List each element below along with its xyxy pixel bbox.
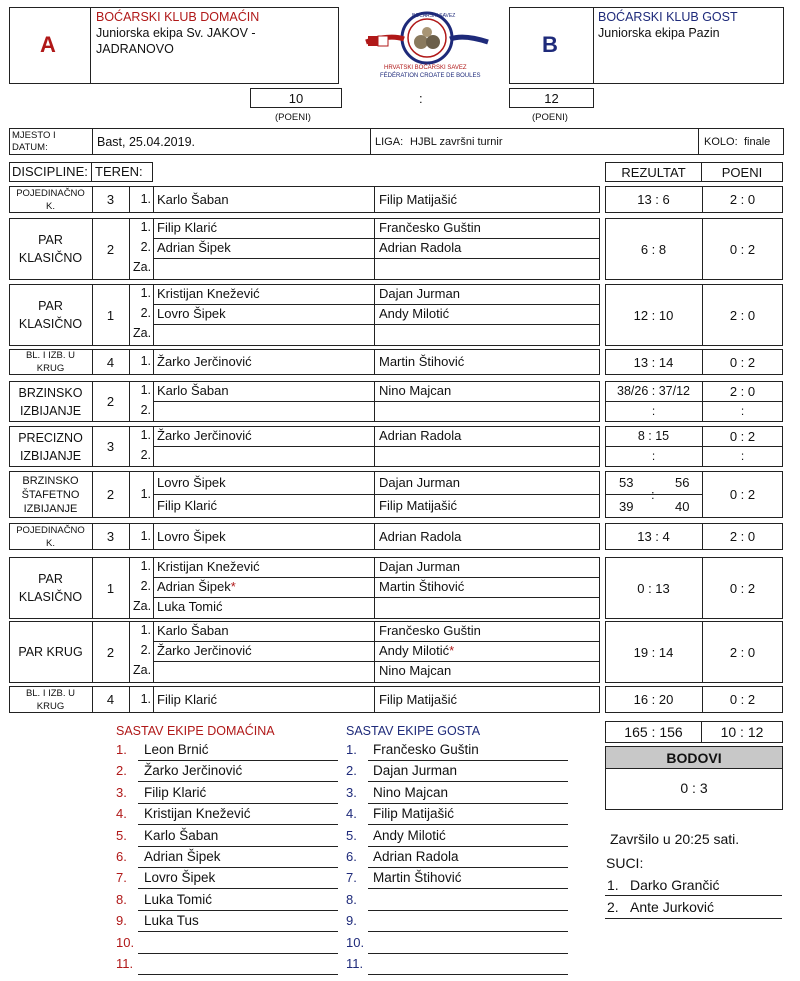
discipline-label-line: IZBIJANJE [19,403,82,418]
away-roster-num: 3. [346,784,357,800]
home-roster-num: 10. [116,934,135,950]
discipline-label [9,218,92,280]
discipline-label-line: K. [46,537,55,549]
away-player [379,240,461,255]
position-number: Za. [133,599,152,613]
home-player-name: Adrian Šipek [157,579,231,594]
home-score-label: (POENI) [275,112,311,123]
away-player-name: Filip Matijašić [379,691,458,707]
judge-1-num: 1. [607,877,619,893]
away-player-name: Nino Majcan [379,383,452,398]
home-player [157,428,252,443]
relay-home-2: 39 [619,499,634,514]
home-player-name: Žarko Jerčinović [157,428,252,443]
discipline-label-line: BRZINSKO [22,474,79,487]
position-number: 2. [140,643,151,657]
away-score-label: (POENI) [532,112,568,123]
rezultat-value: 0 : 13 [637,580,670,596]
home-letter: A [40,32,56,57]
relay-home-1: 53 [619,475,634,490]
away-roster-num: 5. [346,827,357,843]
discipline-label-line: IZBIJANJE [23,502,78,515]
position-number: 2. [140,306,151,320]
position-number: Za. [133,663,152,677]
away-player-name: Andy Milotić [379,643,450,658]
away-player-name: Martin Štihović [379,579,465,594]
home-roster-num: 9. [116,913,127,929]
teren-value: 1 [106,307,115,323]
position-number: 1. [140,383,151,397]
away-roster-num: 7. [346,870,357,886]
discipline-label-line: PAR [38,299,63,313]
bodovi-value: 0 : 3 [680,780,708,796]
home-player [157,692,217,707]
home-roster-player: Filip Klarić [144,784,207,800]
rezultat-value: 13 : 6 [637,192,670,207]
discipline-label-line: BL. I IZB. U [25,350,76,361]
away-player [379,383,451,398]
away-player-name: Andy Milotić [379,306,450,321]
poeni-value: 0 : 2 [729,241,756,257]
home-player-name: Karlo Šaban [157,383,229,398]
substitution-mark: * [230,579,236,594]
away-roster-num: 11. [346,956,364,971]
away-player [379,306,449,321]
discipline-label [9,426,92,467]
away-roster-num: 6. [346,849,357,864]
home-player [157,623,229,638]
poeni-value-2: : [740,404,745,418]
home-roster-num: 5. [116,827,127,843]
away-roster-player: Dajan Jurman [373,763,458,779]
position-number: 1. [140,354,151,368]
away-roster-num: 8. [346,891,357,907]
place-label-1: MJESTO I [12,130,56,141]
home-roster-num: 11. [116,956,134,971]
discipline-label [9,523,92,550]
home-player-name: Filip Klarić [157,220,217,235]
teren-value: 2 [106,394,115,409]
logo-text-2: FÉDÉRATION CROATE DE BOULES [380,73,481,79]
discipline-label-line: PAR [38,233,63,247]
poeni-value: 0 : 2 [729,692,756,707]
away-player-name: Filip Matijašić [379,497,458,513]
away-player [379,286,460,301]
position-number: 1. [140,428,151,442]
home-player [157,475,226,490]
discipline-label [9,686,92,713]
teren-value: 3 [106,529,115,544]
poeni-value: 2 : 0 [729,307,756,323]
total-poeni: 10 : 12 [701,721,783,743]
teren-value: 4 [106,692,115,707]
home-team-name-2: JADRANOVO [96,42,174,56]
judge-2-num: 2. [607,899,619,915]
discipline-label [9,349,92,375]
home-team-name-1: Juniorska ekipa Sv. JAKOV - [96,26,256,40]
poeni-value: 0 : 2 [729,580,756,596]
away-roster-num: 2. [346,763,357,779]
away-player-name: Frančesko Guštin [379,623,481,638]
away-roster-num: 9. [346,913,357,929]
home-roster-num: 4. [116,806,127,822]
home-player [157,529,226,544]
away-roster-num: 4. [346,806,357,822]
rezultat-value: 6 : 8 [640,241,667,257]
home-roster-player: Kristijan Knežević [144,806,251,822]
discipline-label [9,471,92,518]
home-roster-player: Luka Tus [144,913,199,929]
away-player [379,643,454,658]
home-player [157,240,231,255]
away-score: 12 [509,88,594,108]
position-number: 2. [140,579,151,593]
away-player-name: Dajan Jurman [379,559,460,574]
away-player-name: Adrian Radola [379,528,462,544]
home-roster-player: Luka Tomić [144,891,213,907]
discipline-label-line: PAR [38,572,63,586]
judge-2-name: Ante Jurković [630,899,715,915]
away-roster-player: Frančesko Guštin [373,742,479,757]
away-player-name: Filip Matijašić [379,191,458,207]
away-roster-num: 1. [346,742,357,757]
ended-time: Završilo u 20:25 sati. [610,831,740,847]
rezultat-value: 38/26 : 37/12 [617,384,690,398]
kolo-value: finale [744,136,771,148]
teren-value: 2 [106,241,115,257]
home-roster-player: Žarko Jerčinović [144,763,243,779]
poeni-value: 2 : 0 [729,383,756,399]
away-player [379,192,457,207]
home-player [157,192,229,207]
away-player [379,663,451,678]
away-team-name: Juniorska ekipa Pazin [598,26,720,40]
away-roster-title: SASTAV EKIPE GOSTA [346,724,481,738]
position-number: 2. [140,403,151,417]
home-score: 10 [250,88,342,108]
home-player-name: Kristijan Knežević [157,559,260,574]
discipline-label [9,284,92,346]
substitution-mark: * [449,643,455,658]
away-player [379,579,464,594]
score-separator: : [419,91,423,106]
away-player-name: Nino Majcan [379,663,452,678]
judges-label: SUCI: [606,855,644,871]
rezultat-value: 13 : 14 [633,354,674,370]
away-roster-player: Nino Majcan [373,784,449,800]
relay-away-1: 56 [675,475,690,490]
discipline-label-line: IZBIJANJE [19,448,82,463]
teren-value: 3 [106,192,115,207]
home-player [157,498,217,513]
home-player [157,383,229,398]
home-player [157,643,252,658]
away-player [379,623,481,638]
home-player-name: Adrian Šipek [157,240,231,255]
away-roster-player: Adrian Radola [373,849,459,864]
rezultat-value: 8 : 15 [637,429,670,443]
kolo-label: KOLO: [704,136,738,148]
away-player [379,220,481,235]
away-player-name: Dajan Jurman [379,286,460,301]
rezultat-value-2: : [651,404,656,418]
discipline-label-line: POJEDINAČNO [16,187,85,199]
away-letter: B [542,32,558,57]
home-player-name: Karlo Šaban [157,623,229,638]
relay-sep: : [651,487,655,502]
teren-value: 3 [106,439,115,454]
away-player-name: Dajan Jurman [379,474,460,490]
place-label-2: DATUM: [12,142,48,153]
disc-header-label: DISCIPLINE: [12,164,88,179]
home-player [157,579,236,594]
poeni-value: 2 : 0 [729,644,756,660]
rezultat-value: 12 : 10 [633,307,674,323]
discipline-label-line: K. [46,200,55,212]
position-number: 1. [140,286,151,300]
federation-logo [360,8,495,86]
home-roster-num: 2. [116,763,127,779]
poeni-value: 0 : 2 [729,428,756,444]
home-roster-player: Leon Brnić [144,742,209,757]
logo-text-1: HRVATSKI BOĆARSKI SAVEZ [384,65,467,71]
away-player [379,692,457,707]
home-roster-player: Adrian Šipek [144,849,221,864]
home-player-name: Lovro Šipek [157,306,226,321]
home-roster-num: 7. [116,870,127,886]
home-roster-num: 3. [116,784,127,800]
position-number: 1. [140,486,151,501]
position-number: 1. [140,191,151,206]
position-number: Za. [133,326,152,340]
liga-value: HJBL završni turnir [410,136,503,148]
home-player-name: Karlo Šaban [157,191,229,207]
away-player-name: Adrian Radola [379,428,462,443]
home-player-name: Žarko Jerčinović [157,643,252,658]
position-number: 1. [140,220,151,234]
teren-value: 4 [106,354,115,370]
poeni-value: 0 : 2 [729,354,756,370]
discipline-label [9,621,92,683]
away-player-name: Frančesko Guštin [379,220,481,235]
rezultat-value: 19 : 14 [633,644,674,660]
discipline-label [9,381,92,422]
home-player [157,220,217,235]
teren-value: 1 [106,580,115,596]
home-player-name: Kristijan Knežević [157,286,260,301]
judge-1-name: Darko Grančić [630,877,720,893]
rezultat-value-2: : [651,449,656,463]
relay-away-2: 40 [675,499,690,514]
teren-value: 2 [106,487,115,502]
away-player [379,428,461,443]
home-player [157,306,226,321]
rezultat-value: 13 : 4 [637,529,670,544]
home-club-name: BOĆARSKI KLUB DOMAĆIN [96,10,260,24]
home-player-name: Žarko Jerčinović [157,354,252,369]
away-player [379,529,461,544]
home-player-name: Lovro Šipek [157,528,226,544]
poeni-value: 0 : 2 [729,487,756,502]
discipline-label [9,186,92,213]
discipline-label-line: KLASIČNO [18,590,83,604]
position-number: 1. [140,559,151,573]
poeni-header: POENI [701,162,783,182]
bodovi-label: BODOVI [606,747,782,769]
discipline-label-line: KRUG [36,700,65,712]
discipline-label-line: BL. I IZB. U [25,687,76,699]
poeni-value: 2 : 0 [729,529,756,544]
home-player [157,286,260,301]
discipline-label-line: PRECIZNO [18,430,83,445]
home-roster-num: 6. [116,849,127,864]
logo-top-text: BOĆARSKI SAVEZ [412,13,456,19]
poeni-value-2: : [740,449,745,463]
home-roster-title: SASTAV EKIPE DOMAĆINA [116,724,275,738]
rezultat-header: REZULTAT [605,162,702,182]
away-roster-player: Martin Štihović [373,870,462,886]
home-player-name: Filip Klarić [157,497,217,513]
away-roster-num: 10. [346,934,365,950]
teren-header-label: TEREN: [95,164,143,179]
away-club-name: BOĆARSKI KLUB GOST [598,10,738,24]
away-player [379,498,457,513]
away-roster-player: Filip Matijašić [373,806,455,822]
discipline-label-line: ŠTAFETNO [21,488,80,501]
rezultat-value: 16 : 20 [633,692,674,707]
poeni-value: 2 : 0 [729,192,756,207]
position-number: 1. [140,623,151,637]
discipline-label-line: KLASIČNO [18,317,83,331]
discipline-label-line: KLASIČNO [18,251,83,265]
discipline-label-line: PAR KRUG [18,645,83,659]
discipline-label-line: BRZINSKO [18,385,83,400]
position-number: 2. [140,240,151,254]
position-number: 1. [140,691,151,706]
discipline-label-line: KRUG [36,363,65,374]
discipline-label-line: POJEDINAČNO [16,524,85,536]
away-player [379,354,464,369]
total-rezultat: 165 : 156 [605,721,702,743]
home-player-name: Lovro Šipek [157,474,226,490]
home-player [157,354,252,369]
home-player [157,599,223,614]
teren-value: 2 [106,644,115,660]
away-roster-player: Andy Milotić [373,827,446,843]
home-roster-player: Lovro Šipek [144,870,216,886]
home-roster-num: 1. [116,742,127,757]
position-number: Za. [133,260,152,274]
home-player [157,559,260,574]
position-number: 2. [140,448,151,462]
discipline-label [9,557,92,619]
home-player-name: Luka Tomić [157,599,223,614]
away-player [379,475,460,490]
home-player-name: Filip Klarić [157,691,217,707]
position-number: 1. [140,528,151,543]
away-player-name: Martin Štihović [379,354,465,369]
home-roster-player: Karlo Šaban [144,827,219,843]
home-roster-num: 8. [116,891,127,907]
liga-label: LIGA: [375,136,404,148]
place-value: Bast, 25.04.2019. [97,135,195,149]
away-player-name: Adrian Radola [379,240,462,255]
away-player [379,559,460,574]
